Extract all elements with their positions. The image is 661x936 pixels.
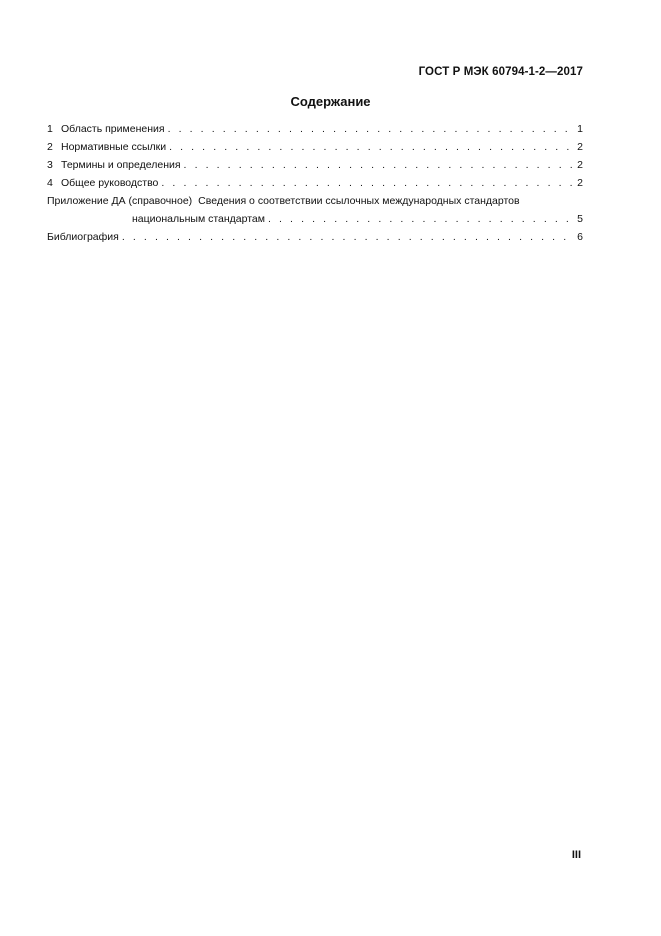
toc-entry-page: 1	[577, 123, 583, 135]
toc-entry-label: Область применения	[61, 123, 165, 135]
dot-leader	[122, 228, 573, 246]
toc-entry-bibliography[interactable]	[47, 228, 583, 246]
toc-entry-label: Нормативные ссылки	[61, 141, 167, 153]
annex-prefix: Приложение ДА (справочное)	[47, 195, 193, 207]
toc-entry-number: 2	[47, 141, 53, 153]
toc-title: Содержание	[290, 94, 371, 109]
page-number: III	[571, 849, 581, 861]
toc-entry-page: 2	[577, 177, 583, 189]
toc-entry-page: 2	[577, 159, 583, 171]
toc-entry-label: Библиография	[47, 231, 119, 243]
toc-entry-number: 1	[47, 123, 53, 135]
dot-leader	[184, 156, 573, 174]
dot-leader	[268, 210, 573, 228]
toc-entry-label: Термины и определения	[61, 159, 181, 171]
annex-title-line1: Сведения о соответствии ссылочных международных стандартов	[198, 195, 520, 207]
toc-entry-label: Общее руководство	[61, 177, 159, 189]
toc-entry-page: 5	[577, 213, 583, 225]
toc-entry-normative-references[interactable]	[47, 138, 583, 156]
dot-leader	[168, 120, 573, 138]
document-code-header: ГОСТ Р МЭК 60794-1-2—2017	[418, 66, 583, 78]
toc-entry-annex-da[interactable]	[47, 192, 583, 228]
table-of-contents	[47, 120, 583, 246]
toc-entry-number: 4	[47, 177, 53, 189]
toc-entry-number: 3	[47, 159, 53, 171]
toc-entry-page: 6	[577, 231, 583, 243]
annex-title-line2: национальным стандартам	[132, 213, 265, 225]
dot-leader	[169, 138, 573, 156]
toc-entry-scope[interactable]	[47, 120, 583, 138]
toc-entry-page: 2	[577, 141, 583, 153]
dot-leader	[161, 174, 573, 192]
toc-entry-terms-definitions[interactable]	[47, 156, 583, 174]
toc-entry-general-guidance[interactable]	[47, 174, 583, 192]
